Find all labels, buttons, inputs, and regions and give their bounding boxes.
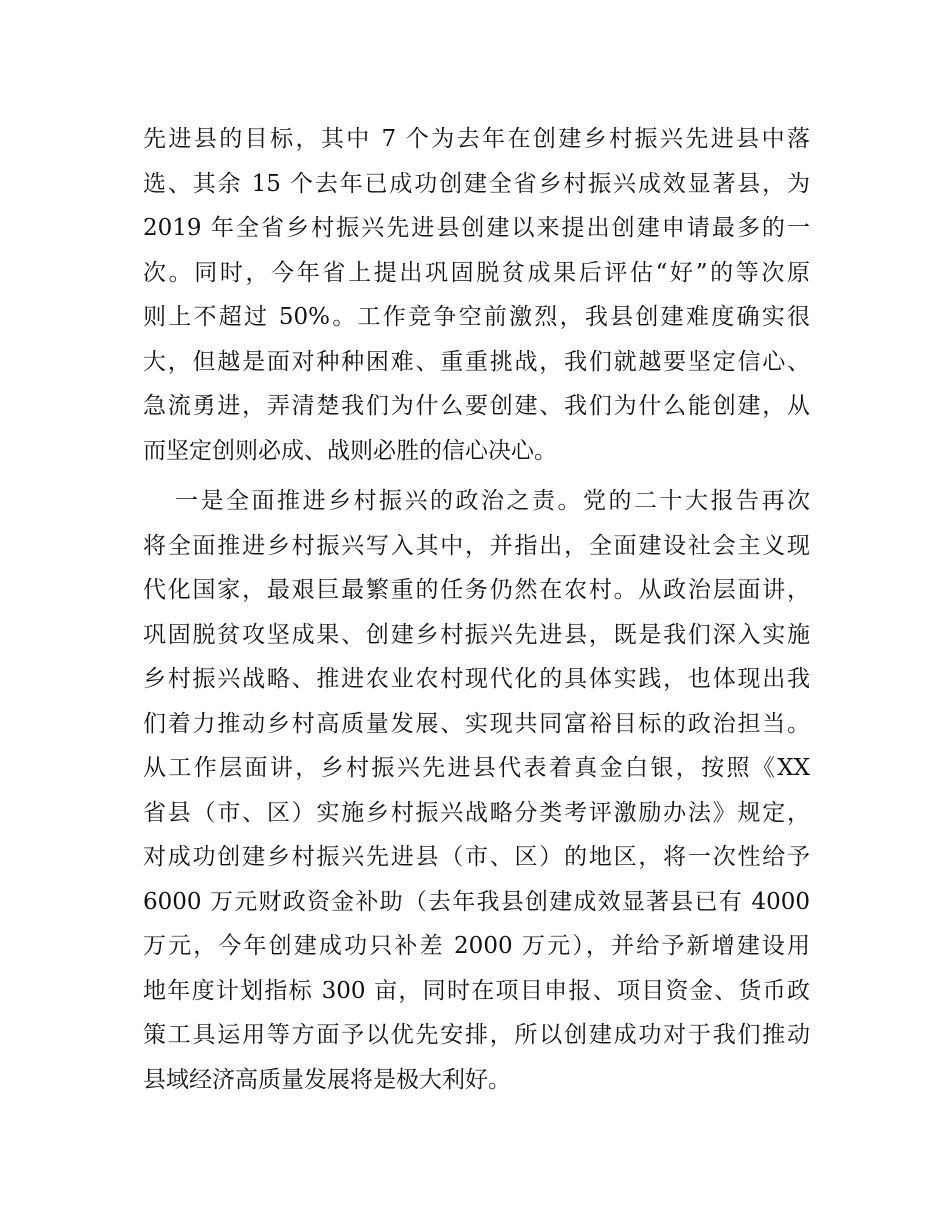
- document-body: [143, 117, 810, 1102]
- text-line: 地年度计划指标 300 亩，同时在项目申报、项目资金、货币政: [143, 977, 810, 1004]
- text-line: 大，但越是面对种种困难、重重挑战，我们就越要坚定信心、: [143, 348, 810, 375]
- text-line: 代化国家，最艰巨最繁重的任务仍然在农村。从政治层面讲，: [143, 577, 810, 603]
- text-line: 万元，今年创建成功只补差 2000 万元），并给予新增建设用: [143, 933, 810, 959]
- text-line: 对成功创建乡村振兴先进县（市、区）的地区，将一次性给予: [143, 844, 810, 870]
- text-line: 选、其余 15 个去年已成功创建全省乡村振兴成效显著县，为: [143, 170, 810, 197]
- text-line: 巩固脱贫攻坚成果、创建乡村振兴先进县，既是我们深入实施: [143, 621, 810, 648]
- text-line: 策工具运用等方面予以优先安排，所以创建成功对于我们推动: [143, 1022, 810, 1048]
- text-line: 次。同时，今年省上提出巩固脱贫成果后评估“好”的等次原: [143, 259, 810, 286]
- text-line: 则上不超过 50%。工作竞争空前激烈，我县创建难度确实很: [143, 304, 810, 330]
- text-line: 乡村振兴战略、推进农业农村现代化的具体实践，也体现出我: [143, 666, 810, 692]
- text-line: 急流勇进，弄清楚我们为什么要创建、我们为什么能创建，从: [143, 393, 810, 419]
- text-line: 县域经济高质量发展将是极大利好。: [143, 1066, 511, 1093]
- text-line: 2019 年全省乡村振兴先进县创建以来提出创建申请最多的一: [143, 215, 810, 241]
- text-line: 6000 万元财政资金补助（去年我县创建成效显著县已有 4000: [143, 888, 810, 915]
- text-line: 们着力推动乡村高质量发展、实现共同富裕目标的政治担当。: [143, 710, 810, 737]
- paragraph-2: [143, 479, 810, 1102]
- text-line: 一是全面推进乡村振兴的政治之责。党的二十大报告再次: [175, 488, 810, 514]
- text-line: 从工作层面讲，乡村振兴先进县代表着真金白银，按照《XX: [143, 755, 810, 781]
- paragraph-1: [143, 117, 810, 473]
- text-line: 省县（市、区）实施乡村振兴战略分类考评激励办法》规定，: [143, 799, 810, 826]
- text-line: 而坚定创则必成、战则必胜的信心决心。: [143, 437, 557, 464]
- text-line: 将全面推进乡村振兴写入其中，并指出，全面建设社会主义现: [143, 532, 810, 559]
- text-line: 先进县的目标，其中 7 个为去年在创建乡村振兴先进县中落: [143, 126, 810, 152]
